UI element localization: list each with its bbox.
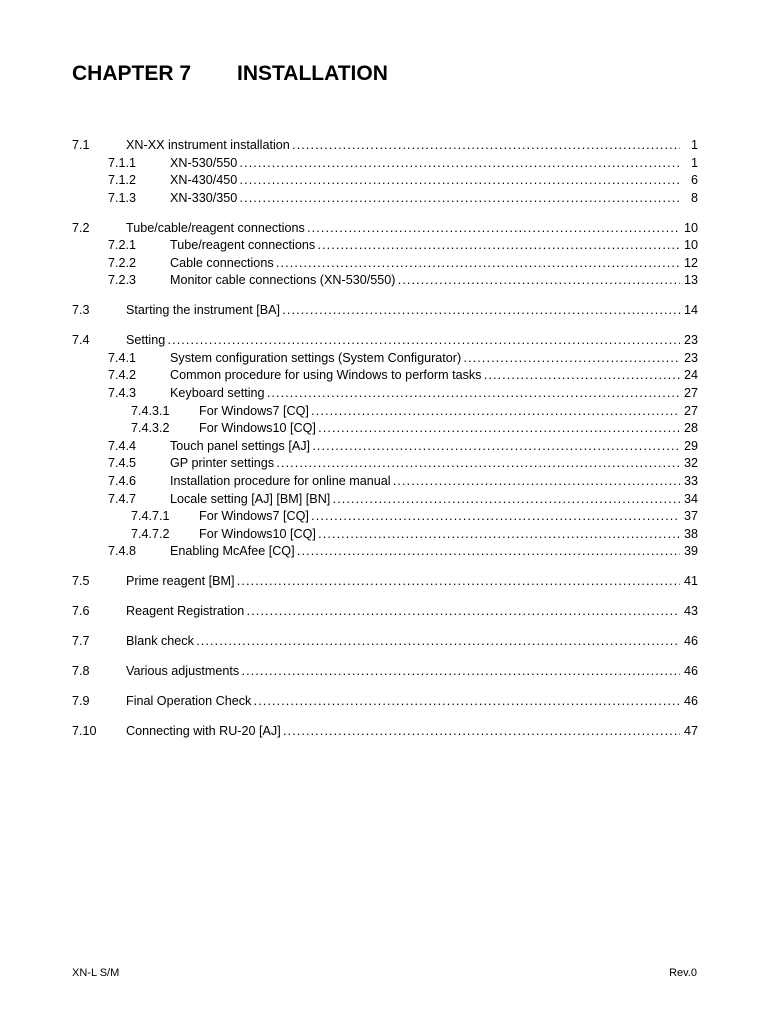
toc-entry[interactable] bbox=[72, 350, 698, 368]
toc-entry-title: XN-530/550 . . . bbox=[170, 155, 680, 173]
toc-entry-page: 29 bbox=[683, 438, 698, 453]
toc-entry-title: Various adjustments . . . bbox=[126, 663, 680, 681]
toc-entry-title: Keyboard setting . . . bbox=[170, 385, 680, 403]
toc-entry-number: 7.1.3 bbox=[108, 190, 137, 205]
toc-entry[interactable] bbox=[72, 332, 698, 350]
toc-entry-title: For Windows10 [CQ] . . . bbox=[199, 420, 680, 438]
toc-entry-page: 10 bbox=[683, 238, 698, 253]
toc-entry-page: 46 bbox=[683, 634, 698, 649]
toc-entry-number: 7.5 bbox=[72, 574, 90, 589]
toc-entry-title: Enabling McAfee [CQ] . . . bbox=[170, 543, 680, 561]
toc-entry[interactable] bbox=[72, 190, 698, 208]
toc-entry[interactable] bbox=[72, 543, 698, 561]
toc-entry-number: 7.2.1 bbox=[108, 238, 137, 253]
toc-entry-title: Setting . . . bbox=[126, 332, 680, 350]
toc-entry-number: 7.4.8 bbox=[108, 544, 137, 559]
toc-entry[interactable] bbox=[72, 237, 698, 255]
toc-entry-number: 7.4.6 bbox=[108, 473, 137, 488]
toc-entry[interactable] bbox=[72, 663, 698, 681]
toc-entry[interactable] bbox=[72, 633, 698, 651]
toc-entry-page: 46 bbox=[683, 693, 698, 708]
toc-entry[interactable] bbox=[72, 508, 698, 526]
toc-entry-title: Installation procedure for online manual . . . bbox=[170, 473, 680, 491]
toc-entry-title: For Windows7 [CQ] . . . bbox=[199, 403, 680, 421]
toc-entry[interactable] bbox=[72, 573, 698, 591]
footer-document-id: XN-L S/M bbox=[72, 967, 120, 979]
toc-entry[interactable] bbox=[72, 438, 698, 456]
toc-entry[interactable] bbox=[72, 385, 698, 403]
toc-entry-page: 27 bbox=[683, 403, 698, 418]
toc-entry-number: 7.7 bbox=[72, 634, 90, 649]
toc-entry-page: 10 bbox=[683, 220, 698, 235]
toc-entry-number: 7.1.1 bbox=[108, 155, 137, 170]
toc-entry[interactable] bbox=[72, 403, 698, 421]
toc-entry-number: 7.2 bbox=[72, 220, 90, 235]
toc-entry-number: 7.3 bbox=[72, 303, 90, 318]
toc-entry-page: 27 bbox=[683, 386, 698, 401]
toc-entry-page: 1 bbox=[690, 138, 698, 152]
toc-entry-page: 24 bbox=[683, 368, 698, 383]
toc-entry-number: 7.2.3 bbox=[108, 273, 137, 288]
toc-entry[interactable] bbox=[72, 255, 698, 273]
chapter-heading bbox=[72, 62, 388, 86]
toc-entry-number: 7.2.2 bbox=[108, 255, 137, 270]
toc-entry-page: 46 bbox=[683, 663, 698, 678]
toc-entry-page: 13 bbox=[683, 273, 698, 288]
table-of-contents bbox=[72, 137, 698, 740]
toc-entry-title: Final Operation Check . . . bbox=[126, 693, 680, 711]
toc-entry-title: Starting the instrument [BA] . . . bbox=[126, 302, 680, 320]
toc-entry-page: 33 bbox=[683, 473, 698, 488]
toc-entry-title: Common procedure for using Windows to perform tasks . . . bbox=[170, 367, 680, 385]
toc-entry-number: 7.8 bbox=[72, 663, 90, 678]
toc-entry-title: For Windows7 [CQ] . . . bbox=[199, 508, 680, 526]
toc-entry[interactable] bbox=[72, 603, 698, 621]
toc-entry-page: 41 bbox=[683, 574, 698, 589]
toc-entry-number: 7.4.3 bbox=[108, 386, 137, 401]
toc-entry-number: 7.4.7 bbox=[108, 491, 137, 506]
toc-entry-page: 28 bbox=[683, 421, 698, 436]
toc-entry-title: Locale setting [AJ] [BM] [BN] . . . bbox=[170, 491, 680, 509]
toc-entry-number: 7.4.1 bbox=[108, 350, 137, 365]
toc-entry-title: Blank check . . . bbox=[126, 633, 680, 651]
toc-entry-number: 7.9 bbox=[72, 693, 90, 708]
toc-entry[interactable] bbox=[72, 137, 698, 155]
toc-entry-title: System configuration settings (System Configurator) . . . bbox=[170, 350, 680, 368]
toc-entry-title: Tube/cable/reagent connections . . . bbox=[126, 220, 680, 238]
toc-entry-title: XN-XX instrument installation . . . bbox=[126, 137, 680, 155]
toc-entry-page: 32 bbox=[683, 456, 698, 471]
toc-entry[interactable] bbox=[72, 272, 698, 290]
toc-entry-number: 7.6 bbox=[72, 604, 90, 619]
toc-entry-number: 7.4.3.1 bbox=[131, 403, 170, 418]
toc-entry[interactable] bbox=[72, 693, 698, 711]
toc-entry[interactable] bbox=[72, 367, 698, 385]
toc-entry-page: 12 bbox=[683, 255, 698, 270]
toc-entry[interactable] bbox=[72, 302, 698, 320]
toc-entry-page: 14 bbox=[683, 303, 698, 318]
toc-entry[interactable] bbox=[72, 473, 698, 491]
toc-entry-number: 7.4 bbox=[72, 333, 90, 348]
toc-entry-page: 39 bbox=[683, 544, 698, 559]
toc-entry-title: Tube/reagent connections . . . bbox=[170, 237, 680, 255]
toc-entry-page: 23 bbox=[683, 350, 698, 365]
footer-revision: Rev.0 bbox=[669, 967, 697, 979]
toc-entry-number: 7.4.7.2 bbox=[131, 526, 170, 541]
toc-entry-number: 7.4.2 bbox=[108, 368, 137, 383]
toc-entry-title: Touch panel settings [AJ] . . . bbox=[170, 438, 680, 456]
toc-entry-page: 8 bbox=[690, 190, 698, 205]
toc-entry-page: 43 bbox=[683, 604, 698, 619]
toc-entry[interactable] bbox=[72, 420, 698, 438]
toc-entry-page: 47 bbox=[683, 723, 698, 738]
toc-entry-number: 7.4.7.1 bbox=[131, 509, 170, 524]
toc-entry-title: Reagent Registration . . . bbox=[126, 603, 680, 621]
toc-entry[interactable] bbox=[72, 172, 698, 190]
toc-entry[interactable] bbox=[72, 155, 698, 173]
toc-entry-number: 7.10 bbox=[72, 723, 97, 738]
toc-entry[interactable] bbox=[72, 455, 698, 473]
toc-entry-page: 23 bbox=[683, 333, 698, 348]
toc-entry-number: 7.4.5 bbox=[108, 456, 137, 471]
toc-entry-title: For Windows10 [CQ] . . . bbox=[199, 526, 680, 544]
toc-entry-page: 6 bbox=[690, 173, 698, 188]
toc-entry-title: Monitor cable connections (XN-530/550) . . . bbox=[170, 272, 680, 290]
toc-entry[interactable] bbox=[72, 491, 698, 509]
chapter-title: INSTALLATION bbox=[237, 62, 388, 85]
toc-entry-page: 34 bbox=[683, 491, 698, 506]
toc-entry-page: 37 bbox=[683, 509, 698, 524]
toc-entry[interactable] bbox=[72, 526, 698, 544]
toc-entry-number: 7.1 bbox=[72, 138, 90, 152]
toc-entry-number: 7.1.2 bbox=[108, 173, 137, 188]
toc-entry-page: 1 bbox=[690, 155, 698, 170]
toc-entry-number: 7.4.4 bbox=[108, 438, 137, 453]
toc-entry-title: Cable connections . . . bbox=[170, 255, 680, 273]
toc-entry[interactable] bbox=[72, 723, 698, 741]
chapter-number: CHAPTER 7 bbox=[72, 62, 192, 85]
toc-entry-number: 7.4.3.2 bbox=[131, 421, 170, 436]
toc-entry-title: GP printer settings . . . bbox=[170, 455, 680, 473]
toc-entry-page: 38 bbox=[683, 526, 698, 541]
toc-entry-title: XN-430/450 . . . bbox=[170, 172, 680, 190]
toc-entry-title: XN-330/350 . . . bbox=[170, 190, 680, 208]
toc-entry[interactable] bbox=[72, 220, 698, 238]
toc-entry-title: Connecting with RU-20 [AJ] . . . bbox=[126, 723, 680, 741]
toc-entry-title: Prime reagent [BM] . . . bbox=[126, 573, 680, 591]
